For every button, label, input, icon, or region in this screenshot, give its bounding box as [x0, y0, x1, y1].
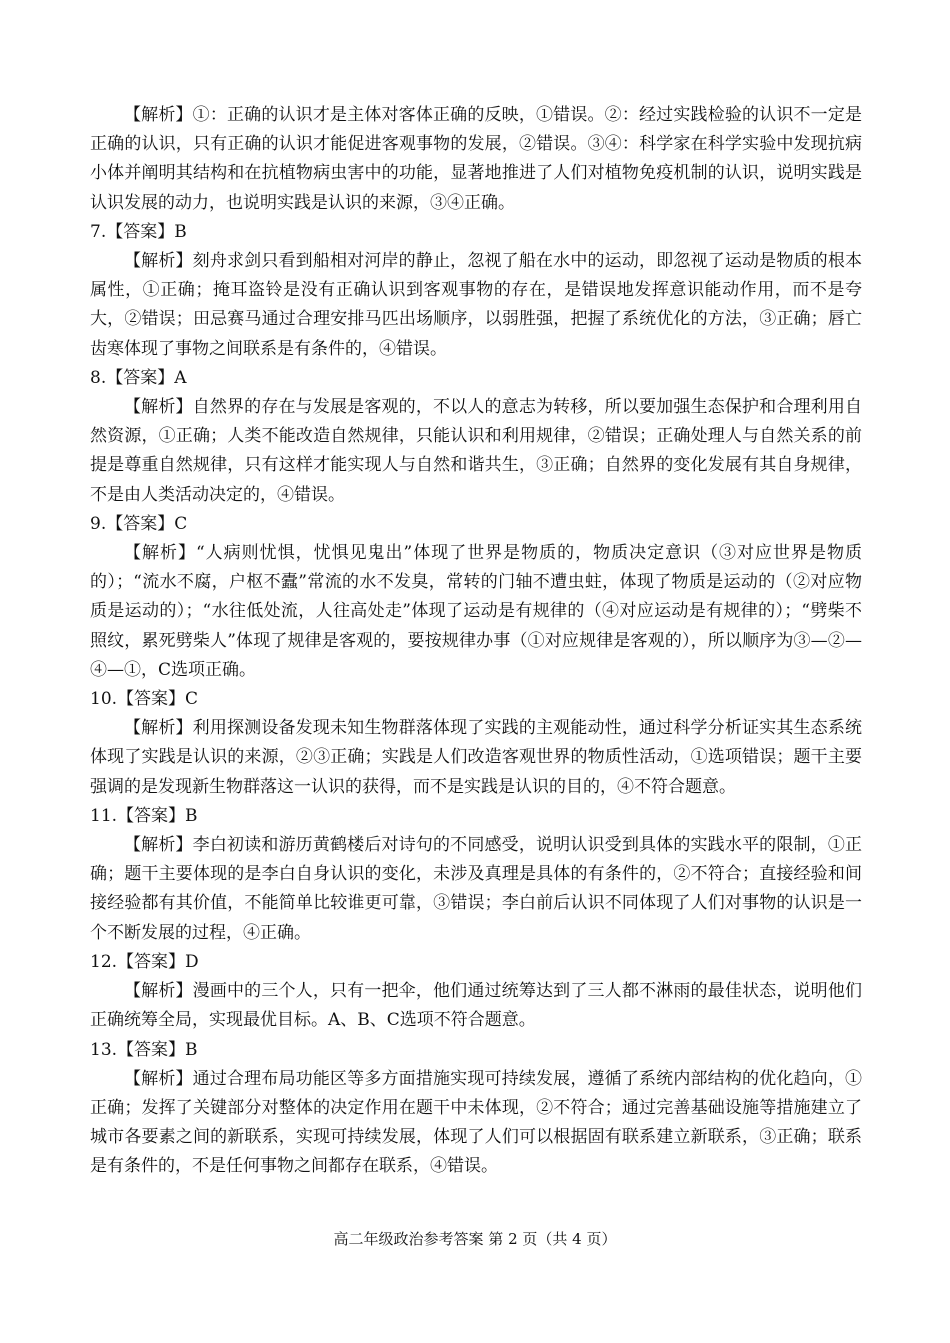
analysis-paragraph: 【解析】利用探测设备发现未知生物群落体现了实践的主观能动性，通过科学分析证实其生态系统体现了实践是认识的来源，②③正确；实践是人们改造客观世界的物质性活动，①选项错误；题干主要强调的是发现新生物群落这一认识的获得，而不是实践是认识的目的，④不符合题意。 [90, 718, 862, 797]
answer-line-q12: 12.【答案】D [90, 951, 199, 972]
analysis-paragraph: 【解析】通过合理布局功能区等多方面措施实现可持续发展，遵循了系统内部结构的优化趋向，①正确；发挥了关键部分对整体的决定作用在题干中未体现，②不符合；通过完善基础设施等措施建立了城市各要素之间的新联系，实现可持续发展，体现了人们可以根据固有联系建立新联系，③正确；联系是有条件的，不是任何事物之间都存在联系，④错误。 [90, 1068, 862, 1177]
analysis-paragraph: 【解析】刻舟求剑只看到船相对河岸的静止，忽视了船在水中的运动，即忽视了运动是物质的根本属性，①正确；掩耳盗铃是没有正确认识到客观事物的存在，是错误地发挥意识能动作用，而不是夸大，②错误；田忌赛马通过合理安排马匹出场顺序，以弱胜强，把握了系统优化的方法，③正确；唇亡齿寒体现了事物之间联系是有条件的，④错误。 [90, 251, 862, 359]
page-footer: 高二年级政治参考答案 第 2 页（共 4 页） [333, 1230, 617, 1248]
analysis-paragraph: 【解析】①：正确的认识才是主体对客体正确的反映，①错误。②：经过实践检验的认识不一定是正确的认识，只有正确的认识才能促进客观事物的发展，②错误。③④：科学家在科学实验中发现抗病小体并阐明其结构和在抗植物病虫害中的功能，显著地推进了人们对植物免疫机制的认识，说明实践是认识发展的动力，也说明实践是认识的来源，③④正确。 [90, 105, 862, 213]
analysis-paragraph: 【解析】漫画中的三个人，只有一把伞，他们通过统筹达到了三人都不淋雨的最佳状态，说明他们正确统筹全局，实现最优目标。A、B、C选项不符合题意。 [90, 981, 862, 1031]
analysis-paragraph: 【解析】李白初读和游历黄鹤楼后对诗句的不同感受，说明认识受到具体的实践水平的限制，①正确；题干主要体现的是李白自身认识的变化，未涉及真理是具体的有条件的，②不符合；直接经验和间接经验都有其价值，不能简单比较谁更可靠，③错误；李白前后认识不同体现了人们对事物的认识是一个不断发展的过程，④正确。 [90, 835, 862, 943]
answer-line-q10: 10.【答案】C [90, 689, 199, 710]
answer-line-q9: 9.【答案】C [90, 513, 188, 534]
analysis-paragraph: 【解析】“人病则忧惧，忧惧见鬼出”体现了世界是物质的，物质决定意识（③对应世界是物质的）；“流水不腐，户枢不蠹”常流的水不发臭，常转的门轴不遭虫蛀，体现了物质是运动的（②对应物质是运动的）；“水往低处流，人往高处走”体现了运动是有规律的（④对应运动是有规律的）；“劈柴不照纹，累死劈柴人”体现了规律是客观的，要按规律办事（①对应规律是客观的），所以顺序为③—②—④—①，C选项正确。 [90, 543, 862, 680]
answer-line-q7: 7.【答案】B [90, 221, 187, 242]
answer-line-q8: 8.【答案】A [90, 367, 187, 388]
answer-line-q11: 11.【答案】B [90, 805, 198, 826]
analysis-paragraph: 【解析】自然界的存在与发展是客观的，不以人的意志为转移，所以要加强生态保护和合理利用自然资源，①正确；人类不能改造自然规律，只能认识和利用规律，②错误；正确处理人与自然关系的前提是尊重自然规律，只有这样才能实现人与自然和谐共生，③正确；自然界的变化发展有其自身规律，不是由人类活动决定的，④错误。 [90, 397, 862, 505]
answer-line-q13: 13.【答案】B [90, 1039, 198, 1060]
answer-key-content [90, 101, 862, 1182]
